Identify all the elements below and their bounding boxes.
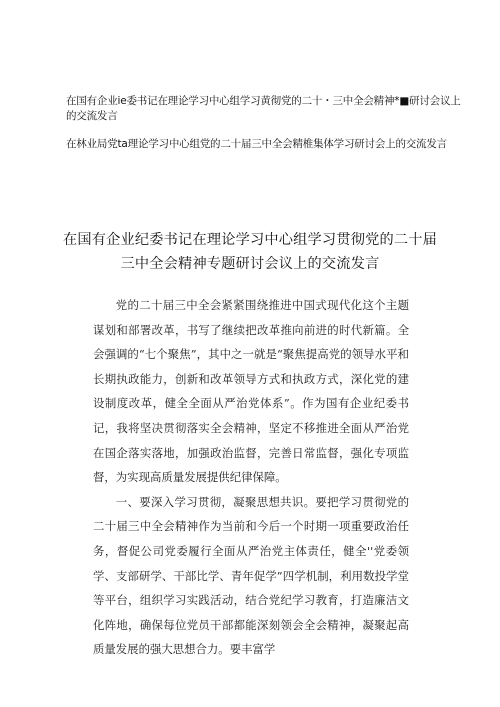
toc-item[interactable]: 在国有企业ie委书记在理论学习中心组学习黄彻党的二十・三中全会精神*■研讨会议上的交流发言	[66, 95, 461, 122]
document-body	[93, 293, 409, 662]
toc-item[interactable]: 在林业局党ta理论学习中心组党的二十届三中全会精椎集体学习研讨会上的交流发言	[66, 138, 447, 150]
body-paragraph: 党的二十届三中全会紧紧围绕推进中国式现代化这个主题谋划和部署改革，书写了继续把改革推向前进的时代新篇。全会强调的“七个聚焦”，其中之一就是“聚焦提高党的领导水平和长期执政能力，创新和改革领导方式和执政方式，深化党的建设制度改革，健全全面从严治党体系”。作为国有企业纪委书记，我将坚决贯彻落实全会精神，坚定不移推进全面从严治党在国企落实落地，加强政治监督，完善日常监督，强化专项监督，为实现高质量发展提供纪律保障。	[93, 298, 409, 485]
document-title: 在国有企业纪委书记在理论学习中心组学习贯彻党的二十届三中全会精神专题研讨会议上的交流发言	[62, 232, 438, 272]
body-paragraph: 一、要深入学习贯彻，凝聚思想共识。要把学习贯彻党的二十届三中全会精神作为当前和今后一个时期一项重要政治任务，督促公司党委履行全面从严治党主体责任，健全''党委领学、支部研学、干部比学、青年促学”四学机制，利用数投学堂等平台，组织学习实践活动，结合党纪学习教育，打造廉洁文化阵地，确保每位党员干部都能深刻领会全会精神，凝聚起高质量发展的强大思想合力。要丰富学	[93, 494, 409, 657]
table-of-contents	[66, 94, 466, 165]
